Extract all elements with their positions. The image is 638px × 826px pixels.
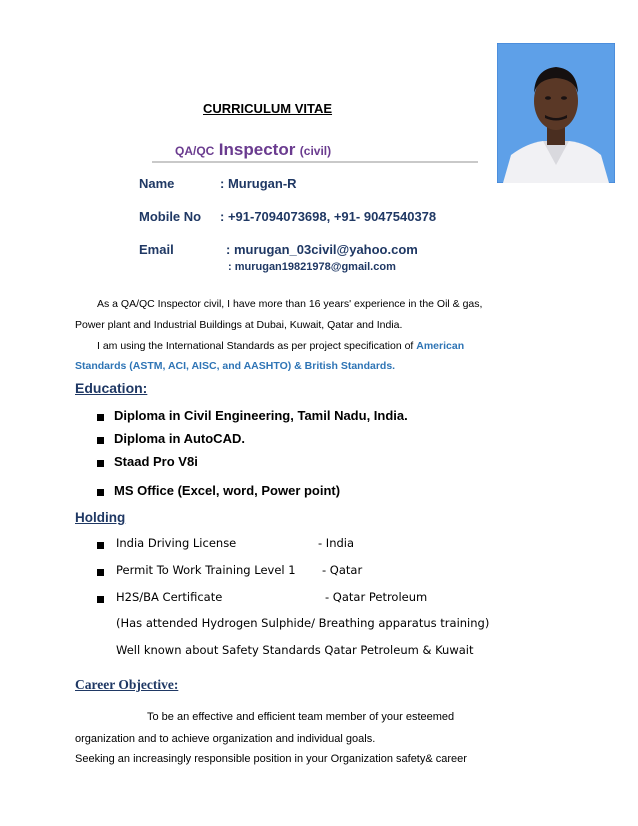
holding-heading: Holding bbox=[75, 510, 126, 525]
bullet-icon bbox=[97, 596, 104, 603]
job-role bbox=[175, 140, 331, 160]
education-item: Staad Pro V8i bbox=[114, 454, 198, 469]
summary-line-4: Standards (ASTM, ACI, AISC, and AASHTO) & British Standards. bbox=[75, 360, 396, 372]
holding-note-2: Well known about Safety Standards Qatar Petroleum & Kuwait bbox=[116, 643, 474, 657]
bullet-icon bbox=[97, 489, 104, 496]
holding-item-place: - Qatar Petroleum bbox=[325, 590, 428, 604]
cv-title: CURRICULUM VITAE bbox=[203, 101, 333, 116]
education-heading: Education: bbox=[75, 380, 148, 396]
career-line-3: Seeking an increasingly responsible position in your Organization safety& career bbox=[75, 753, 467, 765]
holding-item-place: - Qatar bbox=[322, 563, 363, 577]
bullet-icon bbox=[97, 542, 104, 549]
bullet-icon bbox=[97, 569, 104, 576]
summary-line-2: Power plant and Industrial Buildings at Dubai, Kuwait, Qatar and India. bbox=[75, 319, 403, 331]
education-item: Diploma in Civil Engineering, Tamil Nadu, India. bbox=[114, 408, 408, 423]
role-main: Inspector bbox=[218, 140, 296, 159]
summary-line-1: As a QA/QC Inspector civil, I have more than 16 years' experience in the Oil & gas, bbox=[97, 298, 483, 310]
profile-photo bbox=[497, 43, 615, 183]
holding-item-name: H2S/BA Certificate bbox=[116, 590, 223, 604]
email-value-2[interactable]: : murugan19821978@gmail.com bbox=[228, 261, 396, 273]
holding-item-name: India Driving License bbox=[116, 536, 237, 550]
name-value: : Murugan-R bbox=[220, 176, 297, 191]
career-line-2: organization and to achieve organization and individual goals. bbox=[75, 733, 376, 745]
career-heading: Career Objective: bbox=[75, 677, 179, 692]
mobile-label: Mobile No bbox=[139, 209, 202, 224]
role-suffix: (civil) bbox=[299, 144, 332, 158]
holding-note-1: (Has attended Hydrogen Sulphide/ Breathing apparatus training) bbox=[116, 616, 490, 630]
holding-item-place: - India bbox=[318, 536, 355, 550]
email-value-1[interactable]: : murugan_03civil@yahoo.com bbox=[226, 242, 418, 257]
education-item: Diploma in AutoCAD. bbox=[114, 431, 245, 446]
summary-line-3 bbox=[97, 340, 464, 352]
bullet-icon bbox=[97, 460, 104, 467]
bullet-icon bbox=[97, 414, 104, 421]
bullet-icon bbox=[97, 437, 104, 444]
summary-line-3-text: I am using the International Standards as per project specification of bbox=[97, 340, 417, 352]
email-label: Email bbox=[139, 242, 174, 257]
mobile-value: : +91-7094073698, +91- 9047540378 bbox=[220, 209, 437, 224]
holding-item-name: Permit To Work Training Level 1 bbox=[116, 563, 296, 577]
name-label: Name bbox=[139, 176, 175, 191]
education-item: MS Office (Excel, word, Power point) bbox=[114, 483, 341, 498]
summary-line-3-highlight: American bbox=[416, 340, 465, 352]
title-divider bbox=[152, 161, 478, 163]
career-line-1: To be an effective and efficient team member of your esteemed bbox=[147, 711, 455, 723]
role-prefix: QA/QC bbox=[175, 144, 215, 158]
